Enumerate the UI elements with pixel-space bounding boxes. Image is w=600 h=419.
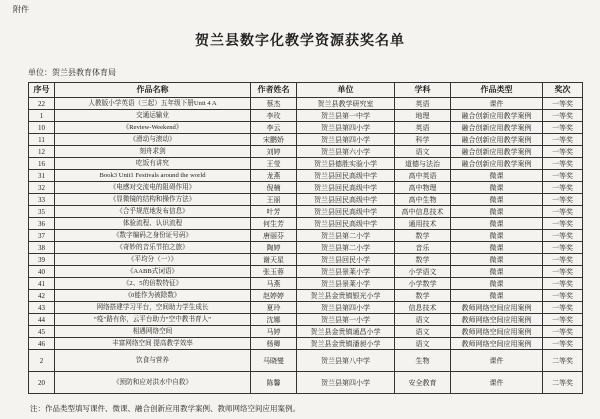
cell-author: 杨卿 — [251, 338, 297, 350]
footnote: 注：作品类型填写课件、微课、融合创新应用教学案例、教师网络空间应用案例。 — [30, 404, 300, 413]
cell-work: “疫”路有你，云平台助力“空中教书育人” — [55, 314, 251, 326]
cell-work: 《显微镜的结构和操作方法》 — [55, 194, 251, 206]
cell-award: 一等奖 — [543, 278, 583, 290]
cell-unit: 贺兰县第四小学 — [297, 302, 395, 314]
cell-author: 沈娜 — [251, 314, 297, 326]
table-row — [29, 266, 583, 278]
cell-unit: 贺兰县回民高级中学 — [297, 182, 395, 194]
cell-type: 融合创新应用教学案例 — [451, 134, 543, 146]
table-row — [29, 242, 583, 254]
cell-index: 38 — [29, 242, 55, 254]
col-header-type: 作品类型 — [451, 83, 543, 98]
cell-work: 《奇妙的音乐节拍之旅》 — [55, 242, 251, 254]
cell-author: 唐丽芬 — [251, 230, 297, 242]
cell-work: 《滑动与滚动》 — [55, 134, 251, 146]
attachment-label: 附件 — [13, 5, 29, 14]
cell-award: 一等奖 — [543, 254, 583, 266]
cell-type: 微课 — [451, 278, 543, 290]
cell-award: 一等奖 — [543, 242, 583, 254]
cell-work: 《预防和应对洪水中自救》 — [55, 372, 251, 394]
cell-author: 倪楠 — [251, 182, 297, 194]
unit-label: 单位：贺兰县教育体育局 — [28, 68, 116, 77]
cell-subject: 安全教育 — [395, 372, 451, 394]
table-row — [29, 170, 583, 182]
cell-index: 44 — [29, 314, 55, 326]
table-row — [29, 218, 583, 230]
cell-index: 11 — [29, 134, 55, 146]
cell-work: 网络搭建学习平台，空间助力学生成长 — [55, 302, 251, 314]
cell-author: 马燕 — [251, 278, 297, 290]
cell-subject: 小学语文 — [395, 266, 451, 278]
cell-work: 丰富网络空间 提高教学效率 — [55, 338, 251, 350]
cell-type: 微课 — [451, 194, 543, 206]
cell-index: 46 — [29, 338, 55, 350]
cell-author: 王莹 — [251, 158, 297, 170]
cell-work: 《电感对交流电的阻碍作用》 — [55, 182, 251, 194]
table-row — [29, 278, 583, 290]
cell-award: 一等奖 — [543, 302, 583, 314]
cell-type: 微课 — [451, 206, 543, 218]
cell-subject: 科学 — [395, 134, 451, 146]
cell-unit: 贺兰县第二小学 — [297, 230, 395, 242]
cell-type: 微课 — [451, 254, 543, 266]
cell-award: 一等奖 — [543, 134, 583, 146]
cell-subject: 音乐 — [395, 242, 451, 254]
cell-author: 赵婷婷 — [251, 290, 297, 302]
cell-author: 刘婷 — [251, 146, 297, 158]
cell-unit: 贺兰县第一中学 — [297, 110, 395, 122]
page-title: 贺兰县数字化教学资源获奖名单 — [195, 33, 405, 49]
cell-type: 课件 — [451, 98, 543, 110]
table-row — [29, 372, 583, 394]
cell-index: 36 — [29, 218, 55, 230]
cell-type: 微课 — [451, 218, 543, 230]
cell-unit: 贺兰县第一小学 — [297, 314, 395, 326]
cell-work: 交通运输业 — [55, 110, 251, 122]
cell-unit: 贺兰县第八中学 — [297, 350, 395, 372]
cell-work: 《平均分（一）》 — [55, 254, 251, 266]
table-row — [29, 290, 583, 302]
cell-award: 一等奖 — [543, 218, 583, 230]
cell-award: 一等奖 — [543, 158, 583, 170]
cell-subject: 高中英语 — [395, 170, 451, 182]
cell-index: 10 — [29, 122, 55, 134]
cell-index: 32 — [29, 182, 55, 194]
cell-award: 一等奖 — [543, 314, 583, 326]
cell-work: 体验流程、认识流程 — [55, 218, 251, 230]
cell-index: 43 — [29, 302, 55, 314]
cell-subject: 数学 — [395, 230, 451, 242]
cell-unit: 贺兰县金贵镇银光小学 — [297, 290, 395, 302]
cell-subject: 地理 — [395, 110, 451, 122]
cell-unit: 贺兰县回民高级中学 — [297, 206, 395, 218]
cell-type: 教师网络空间应用案例 — [451, 326, 543, 338]
cell-award: 一等奖 — [543, 290, 583, 302]
cell-award: 一等奖 — [543, 194, 583, 206]
col-header-author: 作者姓名 — [251, 83, 297, 98]
cell-subject: 语文 — [395, 326, 451, 338]
cell-subject: 高中信息技术 — [395, 206, 451, 218]
cell-author: 马晓燮 — [251, 350, 297, 372]
table-row — [29, 206, 583, 218]
cell-subject: 小学数学 — [395, 278, 451, 290]
cell-author: 谢天星 — [251, 254, 297, 266]
cell-index: 12 — [29, 146, 55, 158]
cell-index: 31 — [29, 170, 55, 182]
cell-author: 李玫 — [251, 110, 297, 122]
cell-index: 16 — [29, 158, 55, 170]
cell-author: 李云 — [251, 122, 297, 134]
cell-index: 40 — [29, 266, 55, 278]
cell-type: 融合创新应用教学案例 — [451, 158, 543, 170]
cell-award: 一等奖 — [543, 230, 583, 242]
cell-type: 微课 — [451, 170, 543, 182]
cell-unit: 贺兰县景莱小学 — [297, 266, 395, 278]
table-row — [29, 122, 583, 134]
cell-work: 《0能作为被除数》 — [55, 290, 251, 302]
cell-subject: 道德与法治 — [395, 158, 451, 170]
cell-award: 二等奖 — [543, 350, 583, 372]
cell-work: 相遇网络空间 — [55, 326, 251, 338]
cell-subject: 英语 — [395, 98, 451, 110]
table-row — [29, 110, 583, 122]
cell-unit: 贺兰县回民高级中学 — [297, 170, 395, 182]
table-header-row — [29, 83, 583, 98]
cell-author: 蔡杰 — [251, 98, 297, 110]
table-row — [29, 134, 583, 146]
cell-award: 一等奖 — [543, 98, 583, 110]
cell-index: 35 — [29, 206, 55, 218]
cell-index: 45 — [29, 326, 55, 338]
cell-author: 何生芳 — [251, 218, 297, 230]
cell-work: 吃饭有讲究 — [55, 158, 251, 170]
table-row — [29, 182, 583, 194]
cell-unit: 贺兰县第四小学 — [297, 372, 395, 394]
cell-subject: 语文 — [395, 314, 451, 326]
table-row — [29, 158, 583, 170]
cell-type: 微课 — [451, 182, 543, 194]
cell-author: 张玉蓉 — [251, 266, 297, 278]
award-table — [28, 82, 583, 394]
table-row — [29, 194, 583, 206]
cell-unit: 贺兰县第六小学 — [297, 146, 395, 158]
table-row — [29, 350, 583, 372]
cell-work: 刻舟求剑 — [55, 146, 251, 158]
cell-index: 1 — [29, 110, 55, 122]
cell-type: 教师网络空间应用案例 — [451, 314, 543, 326]
cell-author: 陶婷 — [251, 242, 297, 254]
cell-award: 一等奖 — [543, 266, 583, 278]
cell-subject: 英语 — [395, 122, 451, 134]
cell-work: Book3 Unit1 Festivals around the world — [55, 170, 251, 182]
cell-type: 微课 — [451, 230, 543, 242]
cell-subject: 语文 — [395, 146, 451, 158]
cell-unit: 贺兰县第四小学 — [297, 134, 395, 146]
cell-index: 22 — [29, 98, 55, 110]
cell-type: 微课 — [451, 242, 543, 254]
cell-work: 《AABB式词语》 — [55, 266, 251, 278]
cell-type: 课件 — [451, 372, 543, 394]
cell-award: 二等奖 — [543, 372, 583, 394]
cell-author: 王丽 — [251, 194, 297, 206]
cell-award: 一等奖 — [543, 206, 583, 218]
cell-award: 一等奖 — [543, 110, 583, 122]
cell-author: 马婷 — [251, 326, 297, 338]
table-row — [29, 230, 583, 242]
cell-type: 课件 — [451, 350, 543, 372]
cell-unit: 贺兰县景莱小学 — [297, 278, 395, 290]
cell-subject: 信息技术 — [395, 302, 451, 314]
cell-type: 融合创新应用教学案例 — [451, 146, 543, 158]
cell-index: 33 — [29, 194, 55, 206]
cell-work: 《Review-Weekend》 — [55, 122, 251, 134]
table-row — [29, 314, 583, 326]
table-row — [29, 302, 583, 314]
cell-type: 融合创新应用教学案例 — [451, 122, 543, 134]
cell-subject: 语文 — [395, 338, 451, 350]
cell-author: 宋鹏娇 — [251, 134, 297, 146]
cell-award: 一等奖 — [543, 338, 583, 350]
cell-type: 教师网络空间应用案例 — [451, 338, 543, 350]
cell-index: 37 — [29, 230, 55, 242]
cell-unit: 贺兰县第四小学 — [297, 122, 395, 134]
table-row — [29, 254, 583, 266]
cell-unit: 贺兰县金贵镇潘昶小学 — [297, 338, 395, 350]
cell-work: 《合乎规范地发布信息》 — [55, 206, 251, 218]
cell-subject: 数学 — [395, 290, 451, 302]
cell-unit: 贺兰县德胜实验小学 — [297, 158, 395, 170]
cell-subject: 通用技术 — [395, 218, 451, 230]
cell-unit: 贺兰县金贵镇通昌小学 — [297, 326, 395, 338]
cell-award: 一等奖 — [543, 182, 583, 194]
cell-index: 2 — [29, 350, 55, 372]
table-row — [29, 338, 583, 350]
cell-unit: 贺兰县回民高级中学 — [297, 194, 395, 206]
col-header-work: 作品名称 — [55, 83, 251, 98]
cell-unit: 贺兰县教学研究室 — [297, 98, 395, 110]
cell-index: 42 — [29, 290, 55, 302]
cell-type: 微课 — [451, 290, 543, 302]
col-header-index: 序号 — [29, 83, 55, 98]
cell-work: 饮食与营养 — [55, 350, 251, 372]
cell-work: 人教版小学英语（三起）五年级下册Unit 4 A — [55, 98, 251, 110]
cell-work: 《2、5的倍数特征》 — [55, 278, 251, 290]
cell-index: 39 — [29, 254, 55, 266]
cell-award: 一等奖 — [543, 170, 583, 182]
cell-unit: 贺兰县回民小学 — [297, 254, 395, 266]
cell-subject: 数学 — [395, 254, 451, 266]
cell-subject: 高中生物 — [395, 194, 451, 206]
col-header-award: 奖次 — [543, 83, 583, 98]
cell-author: 龙燕 — [251, 170, 297, 182]
cell-author: 夏玲 — [251, 302, 297, 314]
cell-index: 20 — [29, 372, 55, 394]
table-row — [29, 98, 583, 110]
cell-type: 教师网络空间应用案例 — [451, 302, 543, 314]
table-row — [29, 146, 583, 158]
cell-author: 叶芳 — [251, 206, 297, 218]
cell-subject: 高中物理 — [395, 182, 451, 194]
col-header-subject: 学科 — [395, 83, 451, 98]
cell-award: 一等奖 — [543, 122, 583, 134]
table-row — [29, 326, 583, 338]
cell-unit: 贺兰县回民高级中学 — [297, 218, 395, 230]
cell-index: 41 — [29, 278, 55, 290]
cell-unit: 贺兰县第二小学 — [297, 242, 395, 254]
cell-work: 《数字编码之身份证号码》 — [55, 230, 251, 242]
cell-type: 微课 — [451, 266, 543, 278]
cell-award: 一等奖 — [543, 146, 583, 158]
cell-award: 一等奖 — [543, 326, 583, 338]
cell-author: 陈馨 — [251, 372, 297, 394]
cell-type: 融合创新应用教学案例 — [451, 110, 543, 122]
col-header-unit: 单位 — [297, 83, 395, 98]
cell-subject: 生物 — [395, 350, 451, 372]
